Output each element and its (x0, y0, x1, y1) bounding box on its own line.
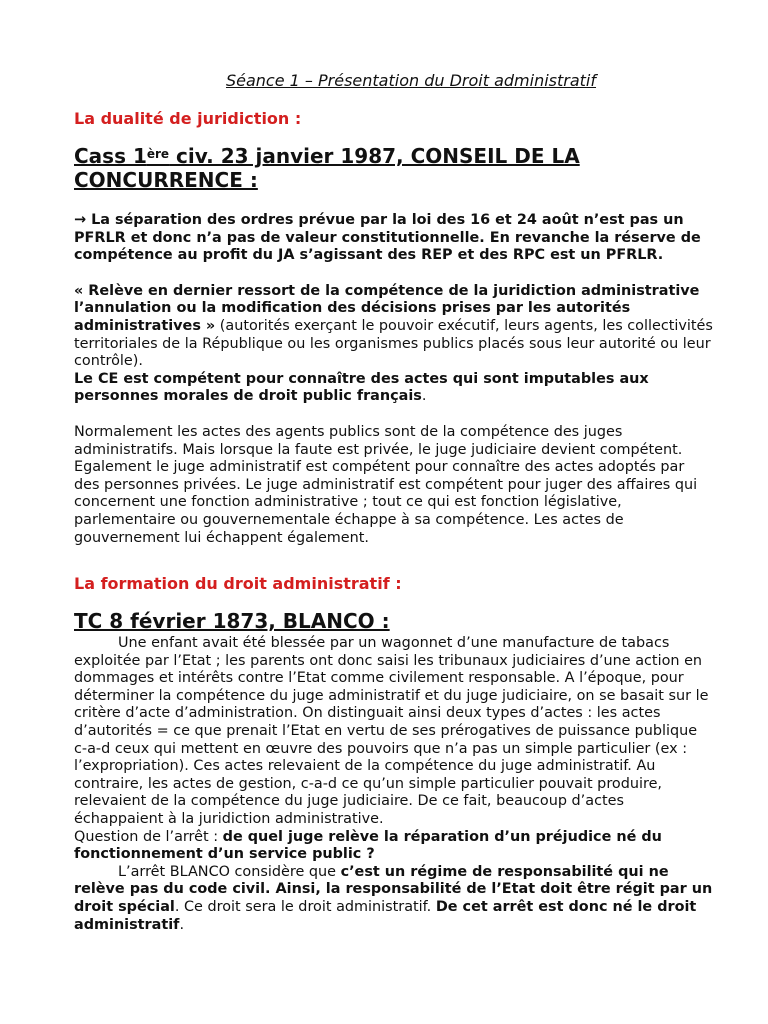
answer-bold-2: De cet arrêt est donc né le droit administratif (74, 899, 697, 933)
case-superscript: ère (146, 147, 170, 161)
paragraph-separation-ordres (74, 212, 714, 265)
case-suffix: civ. 23 janvier 1987, CONSEIL DE LA CONCURRENCE : (74, 144, 580, 192)
case-prefix: Cass 1 (74, 144, 147, 168)
answer-text-2: . Ce droit sera le droit administratif. (174, 899, 436, 915)
case-heading-cass-1987 (74, 144, 714, 192)
paragraph-blanco-facts (74, 635, 714, 829)
ce-end: . (421, 388, 427, 405)
paragraph-text: Une enfant avait été blessée par un wagonnet d’une manufacture de tabacs exploitée par l’Etat ; les parents ont donc saisi les tribunaux judiciaires d’une action en dommages et intérêts contre l’Etat comme civilement responsable. A l’époque, pour déterminer la compétence du juge administratif et du juge judiciaire, on se basait sur le critère d’acte d’administration. On distinguait ainsi deux types d’actes : les actes d’autorités = ce que prenait l’Etat en vertu de ses prérogatives de puissance publique c-a-d ceux qui mettent en œuvre des pouvoirs que n’a pas un simple particulier (ex : l’expropriation). Ces actes relevaient de la compétence du juge administratif. Au contraire, les actes de gestion, c-a-d ce qu’un simple particulier pouvait produire, relevaient de la compétence du juge judiciaire. De ce fait, beaucoup d’actes échappaient à la juridiction administrative. (74, 635, 709, 828)
quote-bold: « Relève en dernier ressort de la compétence de la juridiction administrative l’annulation ou la modification des décisions prises par les autorités administratives » (74, 282, 700, 334)
section-heading-formation: La formation du droit administratif : (74, 574, 402, 594)
paragraph-answer (74, 864, 714, 934)
answer-bold-1: c’est un régime de responsabilité qui ne relève pas du code civil. Ainsi, la responsabilité de l’Etat doit être régit par un droit spécial (74, 863, 713, 915)
question-bold: de quel juge relève la réparation d’un préjudice né du fonctionnement d’un service public ? (74, 828, 662, 863)
paragraph-releve-ressort (74, 283, 714, 371)
paragraph-ce-competent (74, 371, 714, 406)
paragraph-question (74, 829, 714, 864)
section-heading-dualite: La dualité de juridiction : (74, 109, 302, 128)
paragraph-agents-publics: Normalement les actes des agents publics sont de la compétence des juges administratifs. Mais lorsque la faute est privée, le juge judiciaire devient compétent. Egalement le juge administratif est compétent pour connaître des actes adoptés par des personnes privées. Le juge administratif est compétent pour juger des affaires qui concernent une fonction administrative ; tout ce qui est fonction législative, parlementaire ou gouvernementale échappe à sa compétence. Les actes de gouvernement lui échappent également. (74, 423, 698, 546)
case-heading-blanco: TC 8 février 1873, BLANCO : (74, 609, 390, 634)
question-label: Question de l’arrêt : (74, 828, 223, 845)
arrow-icon: → (74, 212, 87, 228)
document-page (74, 70, 714, 934)
quote-detail: (autorités exerçant le pouvoir exécutif, leurs agents, les collectivités territoriales de la République ou les organismes publics placés sous leur autorité ou leur contrôle). (74, 317, 713, 370)
answer-end: . (179, 916, 185, 933)
paragraph-text: La séparation des ordres prévue par la loi des 16 et 24 août n’est pas un PFRLR et donc n’a pas de valeur constitutionnelle. En revanche la réserve de compétence au profit du JA s’agissant des REP et des RPC est un PFRLR. (74, 212, 701, 264)
answer-text-1: L’arrêt BLANCO considère que (118, 863, 341, 880)
document-title: Séance 1 – Présentation du Droit administratif (225, 71, 597, 90)
ce-bold: Le CE est compétent pour connaître des actes qui sont imputables aux personnes morales de droit public français (74, 370, 649, 405)
